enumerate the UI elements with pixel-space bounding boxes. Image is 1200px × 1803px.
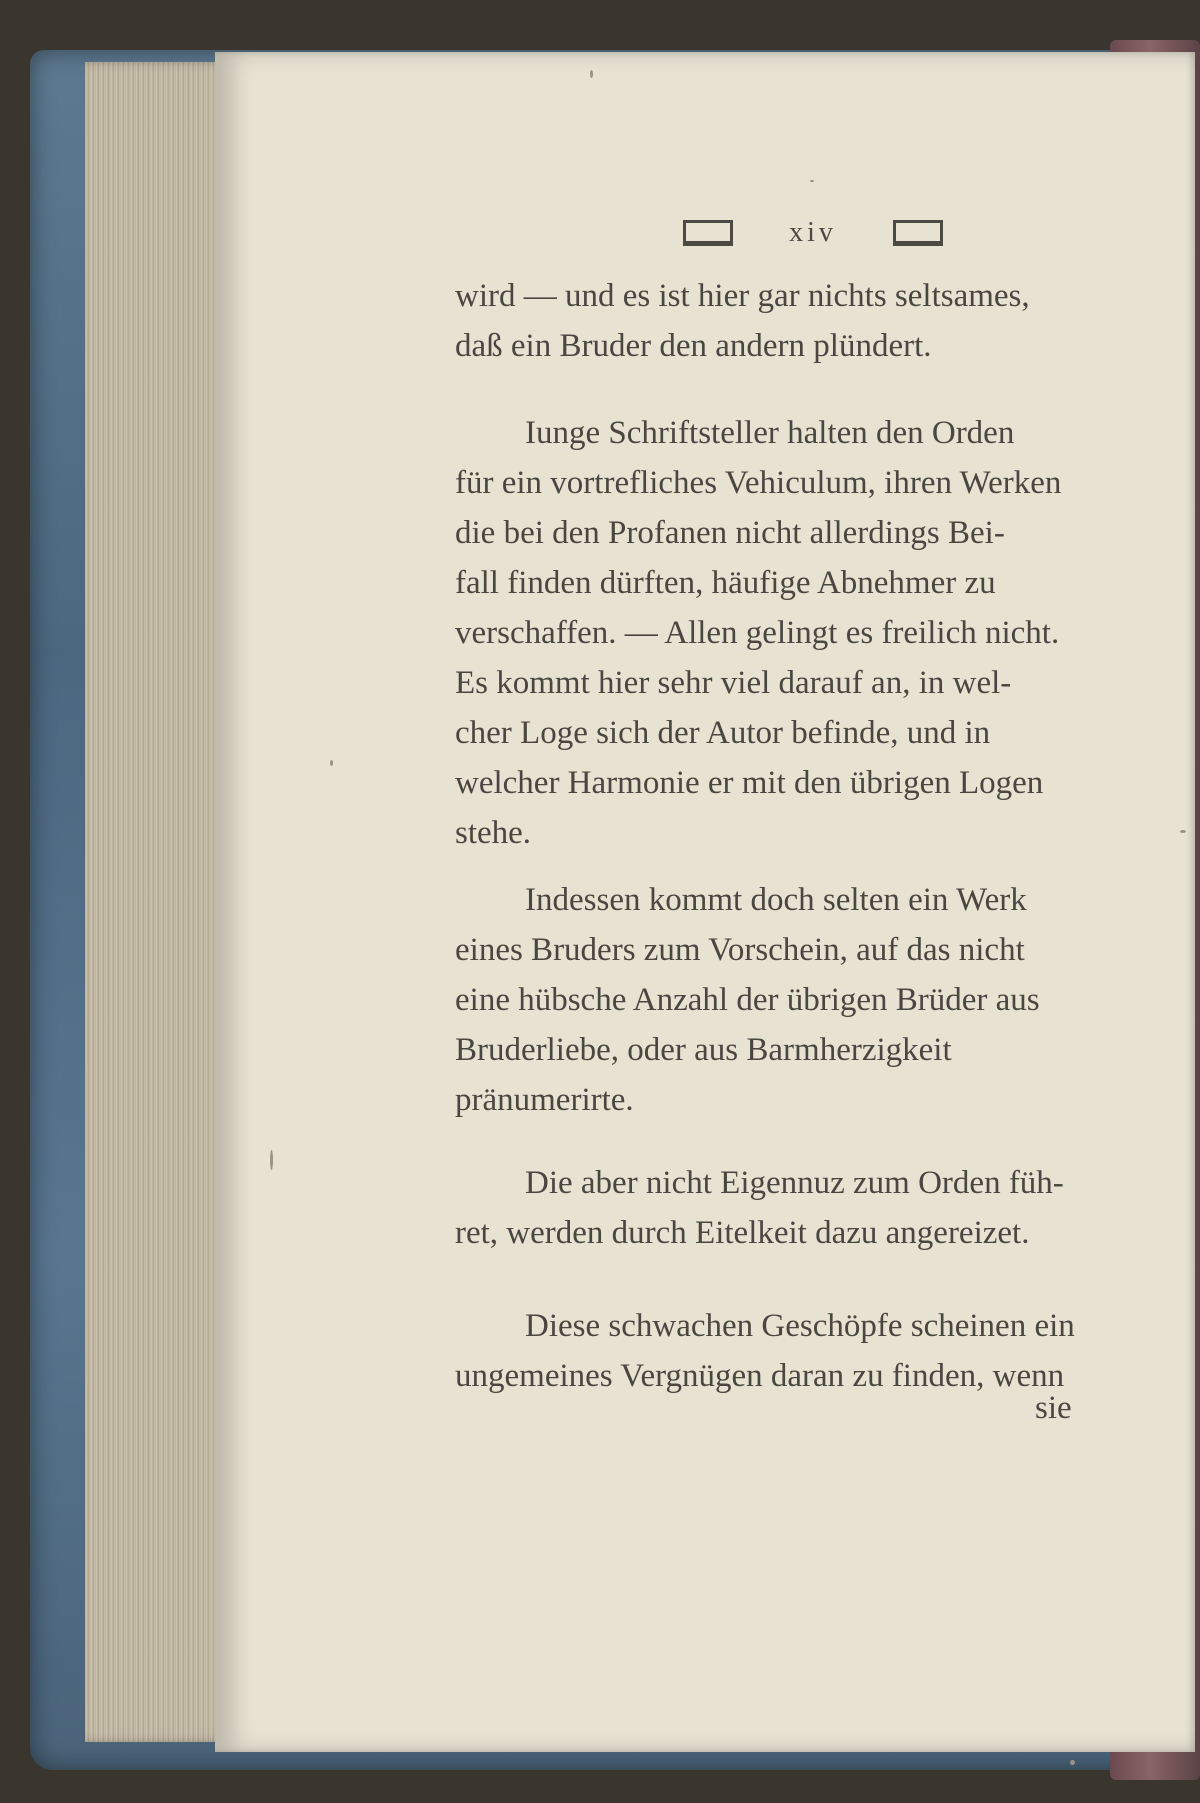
page-number: xiv [789, 217, 837, 248]
text-line: welcher Harmonie er mit den übrigen Logen [455, 765, 1044, 801]
text-line: verschaffen. — Allen gelingt es freilich nicht. [455, 615, 1060, 651]
text-line: ret, werden durch Eitelkeit dazu angereizet. [455, 1215, 1030, 1251]
text-line: cher Loge sich der Autor befinde, und in [455, 715, 991, 751]
paragraph-1 [455, 278, 1115, 378]
text-line: Indessen kommt doch selten ein Werk [525, 882, 1027, 918]
header-ornament-right [893, 220, 943, 246]
text-line: wird — und es ist hier gar nichts seltsames, [455, 278, 1030, 314]
paragraph-2 [455, 415, 1115, 865]
text-line: stehe. [455, 815, 532, 851]
text-line: daß ein Bruder den andern plündert. [455, 328, 932, 364]
paragraph-5 [455, 1308, 1115, 1408]
text-line: fall finden dürften, häufige Abnehmer zu [455, 565, 996, 601]
text-line: Es kommt hier sehr viel darauf an, in wel- [455, 665, 1012, 701]
speck [590, 70, 593, 78]
paragraph-4 [455, 1165, 1115, 1265]
speck [330, 760, 333, 766]
text-line: Diese schwachen Geschöpfe scheinen ein [525, 1308, 1075, 1344]
speck [810, 180, 814, 182]
text-line: ungemeines Vergnügen daran zu finden, wenn [455, 1358, 1065, 1394]
text-line: Bruderliebe, oder aus Barmherzigkeit [455, 1032, 952, 1068]
paragraph-3 [455, 882, 1115, 1132]
text-line: eine hübsche Anzahl der übrigen Brüder aus [455, 982, 1040, 1018]
text-line: Die aber nicht Eigennuz zum Orden füh- [525, 1165, 1064, 1201]
speck [1180, 830, 1186, 833]
catchword: sie [1035, 1390, 1072, 1426]
speck [270, 1150, 273, 1170]
text-line: eines Bruders zum Vorschein, auf das nicht [455, 932, 1025, 968]
text-line: pränumerirte. [455, 1082, 634, 1118]
text-line: für ein vortrefliches Vehiculum, ihren Werken [455, 465, 1062, 501]
text-line: Iunge Schriftsteller halten den Orden [525, 415, 1015, 451]
speck [1070, 1760, 1075, 1765]
header-ornament-left [683, 220, 733, 246]
page-header [683, 210, 943, 256]
text-line: die bei den Profanen nicht allerdings Bei- [455, 515, 1005, 551]
page-edges [85, 62, 230, 1742]
